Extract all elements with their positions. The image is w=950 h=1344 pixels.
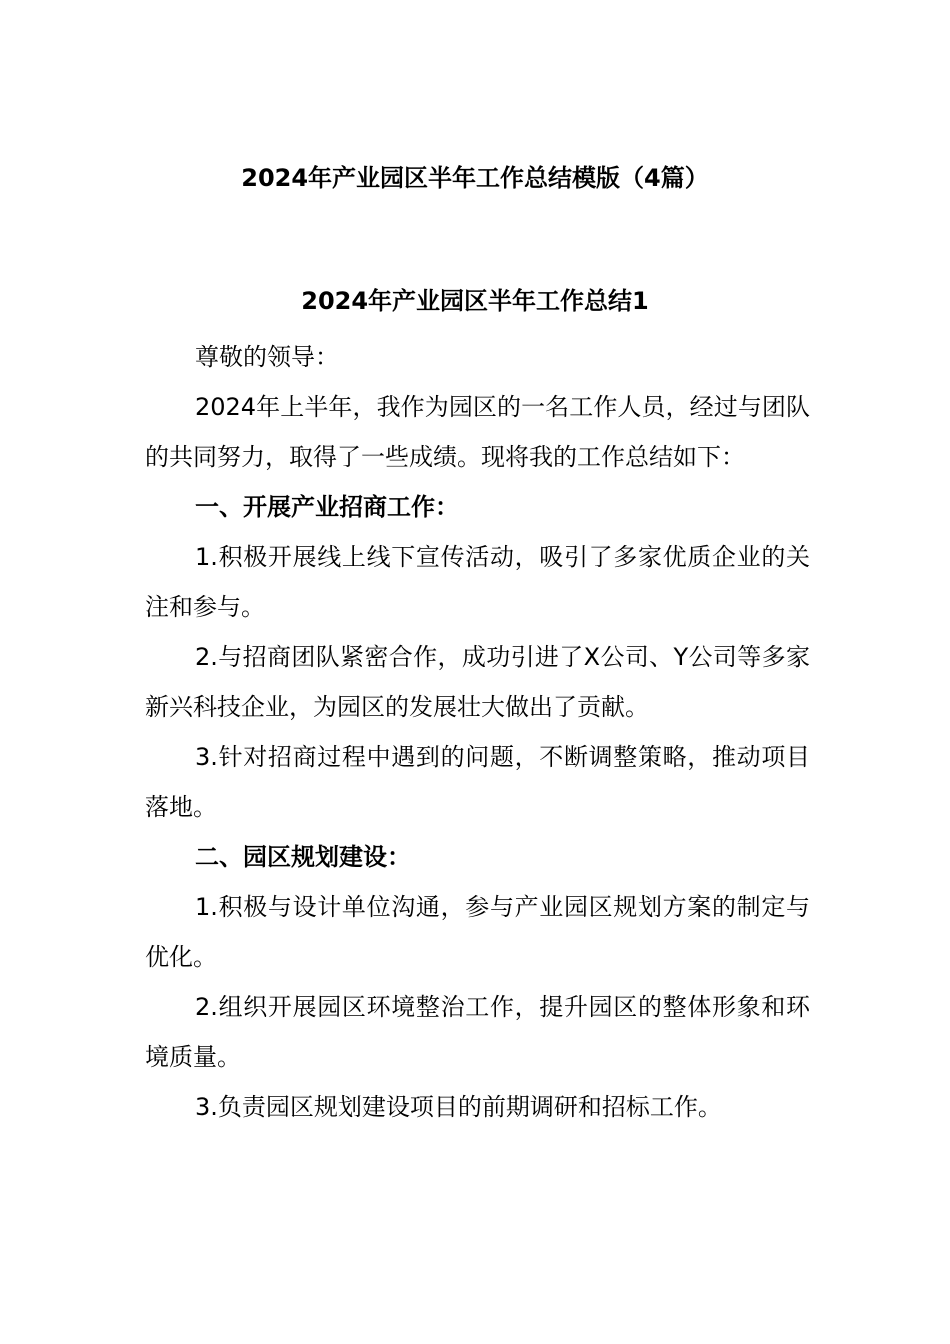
part1-item: 1.积极开展线上线下宣传活动，吸引了多家优质企业的关注和参与。 — [145, 543, 810, 621]
greeting-paragraph: 尊敬的领导： — [195, 343, 339, 371]
part1-heading: 一、开展产业招商工作： — [195, 493, 459, 521]
part2-heading: 二、园区规划建设： — [195, 843, 411, 871]
document-title: 2024年产业园区半年工作总结模版（4篇） — [241, 164, 709, 192]
part1-item: 2.与招商团队紧密合作，成功引进了X公司、Y公司等多家新兴科技企业，为园区的发展壮大做出了贡献。 — [145, 643, 810, 721]
intro-paragraph: 2024年上半年，我作为园区的一名工作人员，经过与团队的共同努力，取得了一些成绩。现将我的工作总结如下： — [145, 393, 810, 471]
document-body — [145, 332, 810, 1132]
section-title: 2024年产业园区半年工作总结1 — [301, 287, 649, 315]
part1-item: 3.针对招商过程中遇到的问题，不断调整策略，推动项目落地。 — [145, 743, 810, 821]
part2-item: 3.负责园区规划建设项目的前期调研和招标工作。 — [195, 1093, 722, 1121]
part2-item: 1.积极与设计单位沟通，参与产业园区规划方案的制定与优化。 — [145, 893, 810, 971]
part2-item: 2.组织开展园区环境整治工作，提升园区的整体形象和环境质量。 — [145, 993, 810, 1071]
